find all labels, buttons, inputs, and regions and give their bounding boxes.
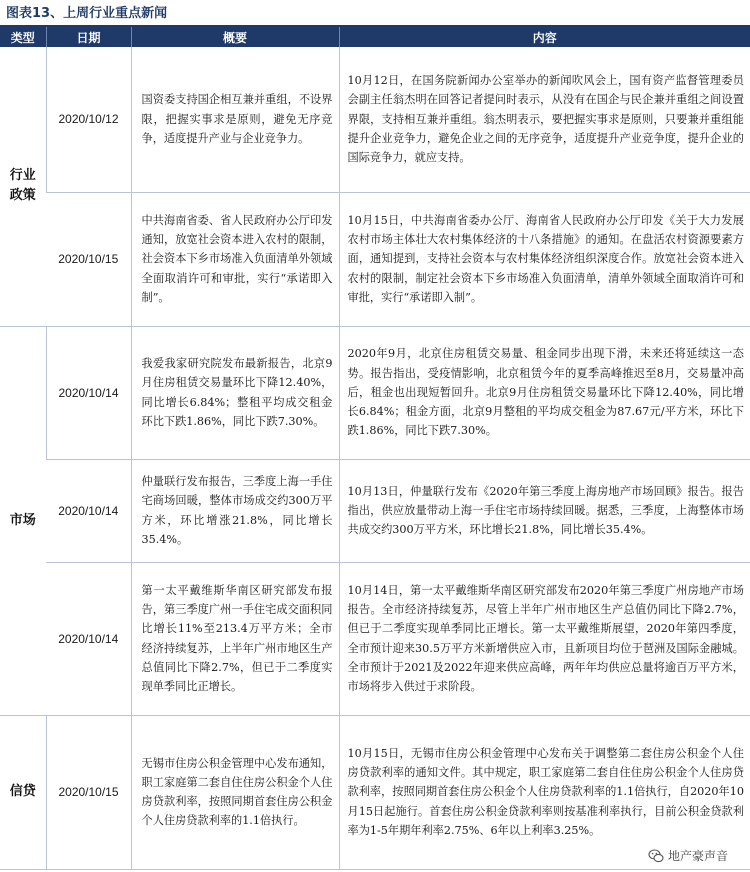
- content-cell: 10月15日，无锡市住房公积金管理中心发布关于调整第二套住房公积金个人住房贷款利率的通知文件。其中规定，职工家庭第二套自住住房公积金个人住房贷款利率，按照同期首套住房公积金个人住房贷款利率的1.1倍执行，自2020年10月15日起施行。首套住房公积金贷款利率则按基准利率执行，目前公积金贷款利率为1-5年期年利率2.75%、6年以上利率3.25%。: [339, 715, 750, 869]
- wechat-icon: [648, 848, 664, 864]
- header-date: 日期: [46, 27, 131, 47]
- date-cell: 2020/10/14: [46, 562, 131, 715]
- type-cell: 行业政策: [0, 47, 46, 326]
- news-table: [0, 27, 750, 870]
- watermark: [648, 847, 728, 864]
- date-cell: 2020/10/12: [46, 47, 131, 192]
- type-cell: 信贷: [0, 715, 46, 869]
- date-cell: 2020/10/15: [46, 715, 131, 869]
- type-cell: 市场: [0, 326, 46, 715]
- table-row: [0, 715, 750, 869]
- summary-cell: 中共海南省委、省人民政府办公厅印发通知，放宽社会资本进入农村的限制，社会资本下乡市场准入负面清单外领域全面取消许可和审批，实行“承诺即入制”。: [131, 192, 339, 326]
- header-summary: 概要: [131, 27, 339, 47]
- summary-cell: 无锡市住房公积金管理中心发布通知，职工家庭第二套自住住房公积金个人住房贷款利率，按照同期首套住房公积金个人住房贷款利率的1.1倍执行。: [131, 715, 339, 869]
- summary-cell: 仲量联行发布报告，三季度上海一手住宅商场回暖，整体市场成交约300万平方米，环比增涨21.8%，同比增长35.4%。: [131, 459, 339, 562]
- content-cell: 10月14日，第一太平戴维斯华南区研究部发布2020年第三季度广州房地产市场报告。全市经济持续复苏，尽管上半年广州市地区生产总值仍同比下降2.7%，但已于二季度实现单季同比正增长。第一太平戴维斯展望，2020年第四季度，全市预计迎来30.5万平方米新增供应入市，且新项目均位于琶洲及国际金融城。全市预计于2021及2022年迎来供应高峰，两年年均供应总量将逾百万平方米，市场将步入供过于求阶段。: [339, 562, 750, 715]
- header-content: 内容: [339, 27, 750, 47]
- content-cell: 2020年9月，北京住房租赁交易量、租金同步出现下滑，未来还将延续这一态势。报告指出，受疫情影响，北京租赁今年的夏季高峰推迟至8月，交易量冲高后，租金也出现短暂回升。北京9月住房租赁交易量环比下降12.40%，同比增长6.84%；租金方面，北京9月整租的平均成交租金为87.67元/平方米，环比下跌1.86%，同比下跌7.30%。: [339, 326, 750, 459]
- content-cell: 10月12日，在国务院新闻办公室举办的新闻吹风会上，国有资产监督管理委员会副主任翁杰明在回答记者提问时表示，从没有在国企与民企兼并重组之间设置界限，支持相互兼并重组。翁杰明表示，要把握实事求是原则，只要兼并重组能提升企业竞争力，避免企业之间的无序竞争，适度提升产业竞争度，提升企业的国际竞争力，就应支持。: [339, 47, 750, 192]
- summary-cell: 国资委支持国企相互兼并重组，不设界限，把握实事求是原则，避免无序竞争，适度提升产业与企业竞争力。: [131, 47, 339, 192]
- content-cell: 10月15日，中共海南省委办公厅、海南省人民政府办公厅印发《关于大力发展农村市场主体壮大农村集体经济的十八条措施》的通知。在盘活农村资源要素方面，通知提到，支持社会资本与农村集体经济组织深度合作。放宽社会资本进入农村的限制，制定社会资本下乡市场准入负面清单，清单外领域全面取消许可和审批，实行“承诺即入制”。: [339, 192, 750, 326]
- content-cell: 10月13日，仲量联行发布《2020年第三季度上海房地产市场回顾》报告。报告指出，供应放量带动上海一手住宅市场持续回暖。据悉，三季度，上海整体市场共成交约300万平方米，环比增长21.8%，同比增长35.4%。: [339, 459, 750, 562]
- watermark-text: 地产豪声音: [667, 849, 728, 863]
- date-cell: 2020/10/15: [46, 192, 131, 326]
- figure-title: 图表13、上周行业重点新闻: [6, 6, 168, 21]
- table-row: [0, 47, 750, 192]
- date-cell: 2020/10/14: [46, 459, 131, 562]
- summary-cell: 我爱我家研究院发布最新报告，北京9月住房租赁交易量环比下降12.40%，同比增长6.84%；整租平均成交租金环比下跌1.86%，同比下跌7.30%。: [131, 326, 339, 459]
- table-row: [0, 459, 750, 562]
- date-cell: 2020/10/14: [46, 326, 131, 459]
- table-row: [0, 562, 750, 715]
- summary-cell: 第一太平戴维斯华南区研究部发布报告，第三季度广州一手住宅成交面积同比增长11%至213.4万平方米；全市经济持续复苏，上半年广州市地区生产总值同比下降2.7%，但已于二季度实现单季同比正增长。: [131, 562, 339, 715]
- table-row: [0, 192, 750, 326]
- header-row: [0, 27, 750, 47]
- header-type: 类型: [0, 27, 46, 47]
- table-row: [0, 326, 750, 459]
